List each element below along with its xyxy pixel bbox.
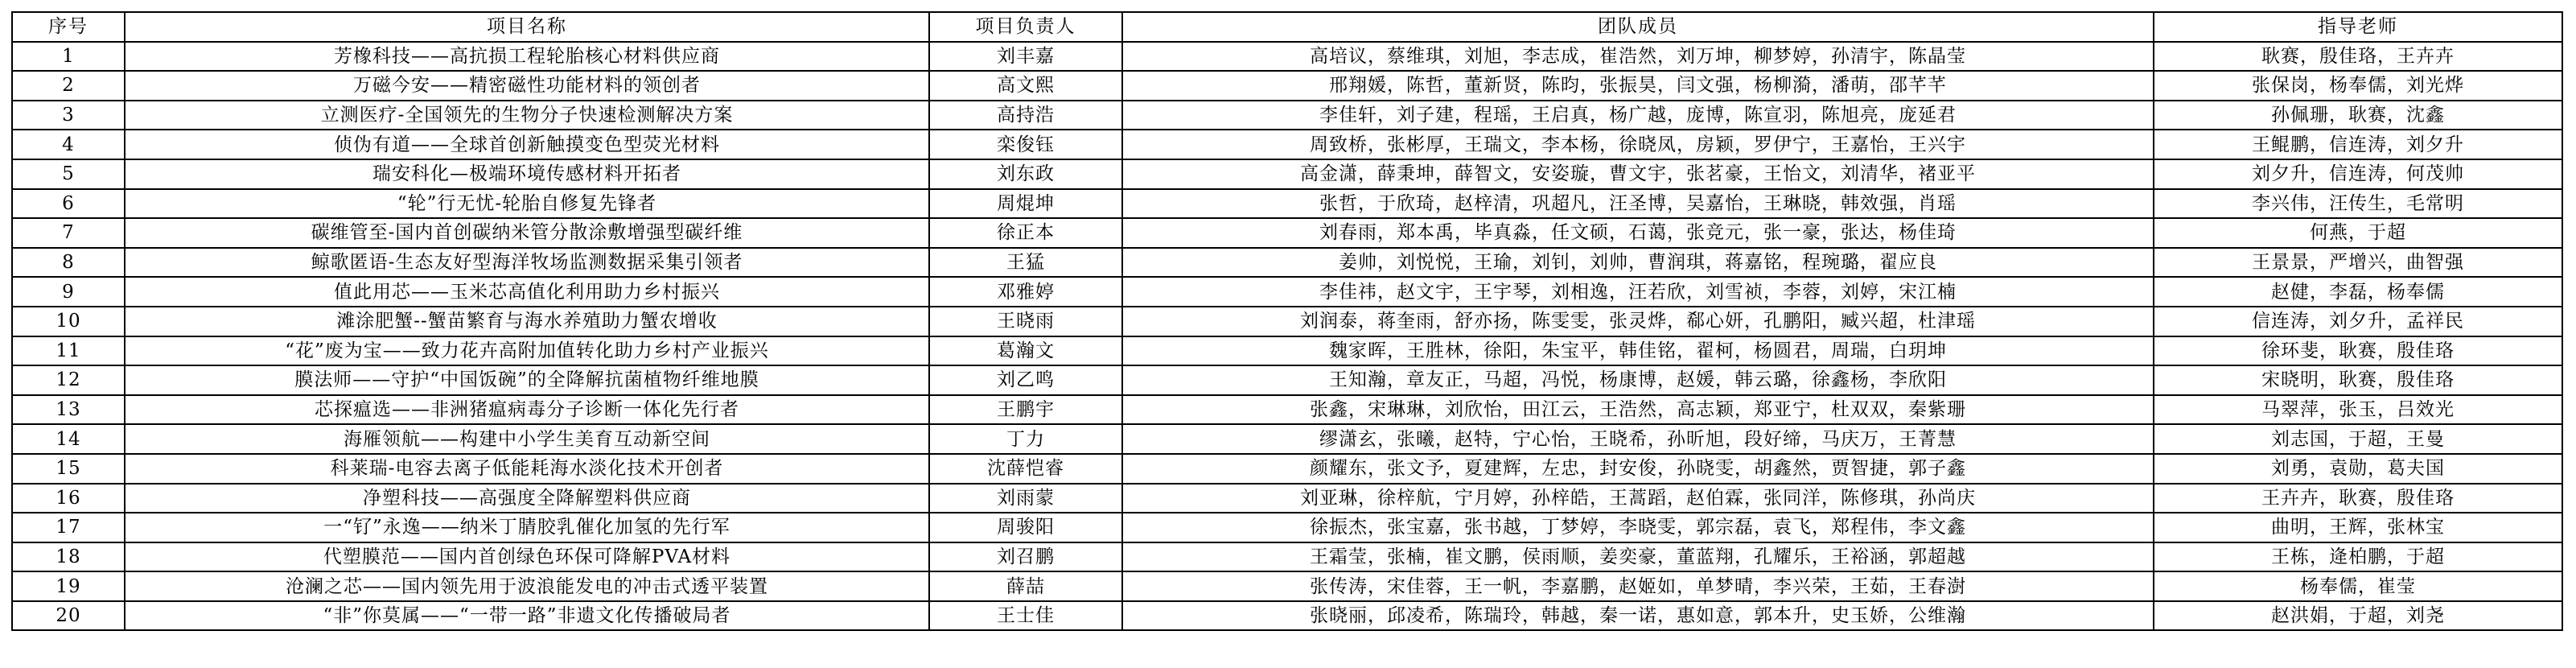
cell-mentors[interactable]: 曲明，王辉，张林宝 — [2154, 513, 2562, 542]
table-row — [12, 484, 2562, 513]
cell-project-lead[interactable]: 王晓雨 — [929, 307, 1122, 336]
cell-project-name[interactable]: 滩涂肥蟹--蟹苗繁育与海水养殖助力蟹农增收 — [125, 307, 929, 336]
cell-project-lead[interactable]: 刘东政 — [929, 159, 1122, 189]
cell-project-lead[interactable]: 邓雅婷 — [929, 277, 1122, 307]
cell-no[interactable]: 6 — [12, 189, 125, 219]
cell-team-members[interactable]: 徐振杰，张宝嘉，张书越，丁梦婷，李晓雯，郭宗磊，袁飞，郑程伟，李文鑫 — [1122, 513, 2154, 542]
cell-team-members[interactable]: 刘润泰，蒋奎雨，舒亦扬，陈雯雯，张灵烨，郗心妍，孔鹏阳，臧兴超，杜津瑶 — [1122, 307, 2154, 336]
cell-project-lead[interactable]: 徐正本 — [929, 218, 1122, 248]
cell-no[interactable]: 1 — [12, 42, 125, 72]
cell-no[interactable]: 10 — [12, 307, 125, 336]
cell-project-name[interactable]: 万磁今安——精密磁性功能材料的领创者 — [125, 71, 929, 101]
cell-project-name[interactable]: 科莱瑞-电容去离子低能耗海水淡化技术开创者 — [125, 454, 929, 484]
cell-mentors[interactable]: 王鲲鹏，信连涛，刘夕升 — [2154, 130, 2562, 159]
cell-project-name[interactable]: 海雁领航——构建中小学生美育互动新空间 — [125, 424, 929, 454]
cell-team-members[interactable]: 李佳祎，赵文宇，王宇琴，刘相逸，汪若欣，刘雪祯，李蓉，刘婷，宋江楠 — [1122, 277, 2154, 307]
cell-no[interactable]: 2 — [12, 71, 125, 101]
cell-project-lead[interactable]: 葛瀚文 — [929, 336, 1122, 366]
cell-mentors[interactable]: 宋晓明，耿赛，殷佳珞 — [2154, 365, 2562, 395]
cell-no[interactable]: 5 — [12, 159, 125, 189]
cell-team-members[interactable]: 周致桥，张彬厚，王瑞文，李本杨，徐晓凤，房颖，罗伊宁，王嘉怡，王兴宇 — [1122, 130, 2154, 159]
cell-mentors[interactable]: 杨奉儒，崔莹 — [2154, 571, 2562, 601]
cell-team-members[interactable]: 王知瀚，章友正，马超，冯悦，杨康博，赵媛，韩云璐，徐鑫杨，李欣阳 — [1122, 365, 2154, 395]
cell-team-members[interactable]: 魏家晖，王胜林，徐阳，朱宝平，韩佳铭，翟柯，杨圆君，周瑞，白玥坤 — [1122, 336, 2154, 366]
cell-project-lead[interactable]: 王鹏宇 — [929, 395, 1122, 425]
cell-mentors[interactable]: 张保岗，杨奉儒，刘光烨 — [2154, 71, 2562, 101]
cell-team-members[interactable]: 王霜莹，张楠，崔文鹏，侯雨顺，姜奕豪，董蓝翔，孔耀乐，王裕涵，郭超越 — [1122, 542, 2154, 572]
cell-project-lead[interactable]: 周骏阳 — [929, 513, 1122, 542]
table-row — [12, 218, 2562, 248]
cell-mentors[interactable]: 徐环斐，耿赛，殷佳珞 — [2154, 336, 2562, 366]
cell-project-name[interactable]: “轮”行无忧-轮胎自修复先锋者 — [125, 189, 929, 219]
cell-project-lead[interactable]: 刘乙鸣 — [929, 365, 1122, 395]
cell-no[interactable]: 15 — [12, 454, 125, 484]
cell-no[interactable]: 8 — [12, 248, 125, 278]
table-row — [12, 42, 2562, 72]
cell-team-members[interactable]: 李佳轩，刘子建，程瑶，王启真，杨广越，庞博，陈宣羽，陈旭亮，庞延君 — [1122, 101, 2154, 130]
cell-project-name[interactable]: 膜法师——守护“中国饭碗”的全降解抗菌植物纤维地膜 — [125, 365, 929, 395]
cell-team-members[interactable]: 刘亚琳，徐梓航，宁月婷，孙梓皓，王蒿蹈，赵伯霖，张同洋，陈修琪，孙尚庆 — [1122, 484, 2154, 513]
table-row — [12, 571, 2562, 601]
cell-project-name[interactable]: 立测医疗-全国领先的生物分子快速检测解决方案 — [125, 101, 929, 130]
table-row — [12, 336, 2562, 366]
cell-no[interactable]: 3 — [12, 101, 125, 130]
cell-mentors[interactable]: 信连涛，刘夕升，孟祥民 — [2154, 307, 2562, 336]
cell-project-lead[interactable]: 高持浩 — [929, 101, 1122, 130]
table-row — [12, 454, 2562, 484]
header-project-lead[interactable]: 项目负责人 — [929, 12, 1122, 42]
cell-project-name[interactable]: 净塑科技——高强度全降解塑料供应商 — [125, 484, 929, 513]
cell-no[interactable]: 20 — [12, 601, 125, 631]
table-row — [12, 189, 2562, 219]
header-row — [12, 12, 2562, 42]
cell-project-name[interactable]: 芯探瘟选——非洲猪瘟病毒分子诊断一体化先行者 — [125, 395, 929, 425]
cell-project-lead[interactable]: 王猛 — [929, 248, 1122, 278]
table-row — [12, 395, 2562, 425]
cell-mentors[interactable]: 刘志国，于超，王曼 — [2154, 424, 2562, 454]
cell-mentors[interactable]: 王景景，严增兴，曲智强 — [2154, 248, 2562, 278]
project-table — [11, 11, 2563, 631]
table-row — [12, 101, 2562, 130]
cell-team-members[interactable]: 张晓丽，邱凌希，陈瑞玲，韩越，秦一诺，惠如意，郭本升，史玉娇，公维瀚 — [1122, 601, 2154, 631]
cell-project-lead[interactable]: 王士佳 — [929, 601, 1122, 631]
cell-no[interactable]: 14 — [12, 424, 125, 454]
cell-no[interactable]: 17 — [12, 513, 125, 542]
cell-no[interactable]: 4 — [12, 130, 125, 159]
table-row — [12, 307, 2562, 336]
cell-project-name[interactable]: 芳橡科技——高抗损工程轮胎核心材料供应商 — [125, 42, 929, 72]
cell-project-name[interactable]: 一“钌”永逸——纳米丁腈胶乳催化加氢的先行军 — [125, 513, 929, 542]
table-row — [12, 130, 2562, 159]
cell-team-members[interactable]: 张哲，于欣琦，赵梓清，巩超凡，汪圣博，吴嘉怡，王琳晓，韩效强，肖瑶 — [1122, 189, 2154, 219]
cell-team-members[interactable]: 颜耀东，张文予，夏建辉，左忠，封安俊，孙晓雯，胡鑫然，贾智捷，郭子鑫 — [1122, 454, 2154, 484]
cell-no[interactable]: 19 — [12, 571, 125, 601]
cell-project-lead[interactable]: 高文熙 — [929, 71, 1122, 101]
cell-mentors[interactable]: 刘夕升，信连涛，何茂帅 — [2154, 159, 2562, 189]
table-body — [12, 42, 2562, 631]
cell-mentors[interactable]: 耿赛，殷佳珞，王卉卉 — [2154, 42, 2562, 72]
cell-team-members[interactable]: 邢翔媛，陈哲，董新贤，陈昀，张振昊，闫文强，杨柳漪，潘萌，邵芊芊 — [1122, 71, 2154, 101]
cell-mentors[interactable]: 赵洪娟，于超，刘尧 — [2154, 601, 2562, 631]
cell-no[interactable]: 12 — [12, 365, 125, 395]
cell-no[interactable]: 16 — [12, 484, 125, 513]
table-row — [12, 513, 2562, 542]
cell-mentors[interactable]: 孙佩珊，耿赛，沈鑫 — [2154, 101, 2562, 130]
cell-project-lead[interactable]: 刘雨蒙 — [929, 484, 1122, 513]
cell-mentors[interactable]: 李兴伟，汪传生，毛常明 — [2154, 189, 2562, 219]
table-row — [12, 601, 2562, 631]
cell-mentors[interactable]: 刘勇，袁勋，葛夫国 — [2154, 454, 2562, 484]
cell-no[interactable]: 9 — [12, 277, 125, 307]
cell-team-members[interactable]: 缪潇玄，张曦，赵特，宁心怡，王晓希，孙昕旭，段好缔，马庆万，王菁慧 — [1122, 424, 2154, 454]
cell-no[interactable]: 18 — [12, 542, 125, 572]
cell-team-members[interactable]: 刘春雨，郑本禹，毕真淼，任文硕，石蔼，张竞元，张一豪，张达，杨佳琦 — [1122, 218, 2154, 248]
cell-project-lead[interactable]: 栾俊钰 — [929, 130, 1122, 159]
cell-team-members[interactable]: 张鑫，宋琳琳，刘欣怡，田江云，王浩然，高志颖，郑亚宁，杜双双，秦紫珊 — [1122, 395, 2154, 425]
table-row — [12, 248, 2562, 278]
cell-mentors[interactable]: 王栋，逄柏鹏，于超 — [2154, 542, 2562, 572]
header-no[interactable]: 序号 — [12, 12, 125, 42]
cell-project-lead[interactable]: 刘召鹏 — [929, 542, 1122, 572]
cell-no[interactable]: 13 — [12, 395, 125, 425]
cell-project-name[interactable]: “非”你莫属——“一带一路”非遗文化传播破局者 — [125, 601, 929, 631]
cell-project-name[interactable]: 侦伪有道——全球首创新触摸变色型荧光材料 — [125, 130, 929, 159]
cell-project-name[interactable]: 值此用芯——玉米芯高值化利用助力乡村振兴 — [125, 277, 929, 307]
table-row — [12, 277, 2562, 307]
cell-team-members[interactable]: 张传涛，宋佳蓉，王一帆，李嘉鹏，赵姬如，单梦晴，李兴荣，王茹，王春澍 — [1122, 571, 2154, 601]
cell-mentors[interactable]: 马翠萍，张玉，吕效光 — [2154, 395, 2562, 425]
cell-project-lead[interactable]: 刘丰嘉 — [929, 42, 1122, 72]
cell-project-name[interactable]: 鲸歌匿语-生态友好型海洋牧场监测数据采集引领者 — [125, 248, 929, 278]
cell-project-lead[interactable]: 丁力 — [929, 424, 1122, 454]
cell-no[interactable]: 11 — [12, 336, 125, 366]
cell-project-lead[interactable]: 周焜坤 — [929, 189, 1122, 219]
cell-mentors[interactable]: 王卉卉，耿赛，殷佳珞 — [2154, 484, 2562, 513]
cell-project-name[interactable]: 沧澜之芯——国内领先用于波浪能发电的冲击式透平装置 — [125, 571, 929, 601]
header-project-name[interactable]: 项目名称 — [125, 12, 929, 42]
cell-team-members[interactable]: 高培议，蔡维琪，刘旭，李志成，崔浩然，刘万坤，柳梦婷，孙清宇，陈晶莹 — [1122, 42, 2154, 72]
table-row — [12, 71, 2562, 101]
cell-project-name[interactable]: 瑞安科化—极端环境传感材料开拓者 — [125, 159, 929, 189]
cell-project-name[interactable]: 代塑膜范——国内首创绿色环保可降解PVA材料 — [125, 542, 929, 572]
cell-project-name[interactable]: 碳维管至-国内首创碳纳米管分散涂敷增强型碳纤维 — [125, 218, 929, 248]
cell-project-lead[interactable]: 沈薛恺睿 — [929, 454, 1122, 484]
header-mentors[interactable]: 指导老师 — [2154, 12, 2562, 42]
cell-project-lead[interactable]: 薛喆 — [929, 571, 1122, 601]
table-row — [12, 542, 2562, 572]
header-team-members[interactable]: 团队成员 — [1122, 12, 2154, 42]
table-row — [12, 159, 2562, 189]
cell-mentors[interactable]: 何燕，于超 — [2154, 218, 2562, 248]
cell-team-members[interactable]: 姜帅，刘悦悦，王瑜，刘钊，刘帅，曹润琪，蒋嘉铭，程琬璐，翟应良 — [1122, 248, 2154, 278]
cell-no[interactable]: 7 — [12, 218, 125, 248]
table-row — [12, 424, 2562, 454]
cell-team-members[interactable]: 高金潇，薛秉坤，薛智文，安姿璇，曹文宇，张茗豪，王怡文，刘清华，褚亚平 — [1122, 159, 2154, 189]
table-row — [12, 365, 2562, 395]
cell-project-name[interactable]: “花”废为宝——致力花卉高附加值转化助力乡村产业振兴 — [125, 336, 929, 366]
cell-mentors[interactable]: 赵健，李磊，杨奉儒 — [2154, 277, 2562, 307]
